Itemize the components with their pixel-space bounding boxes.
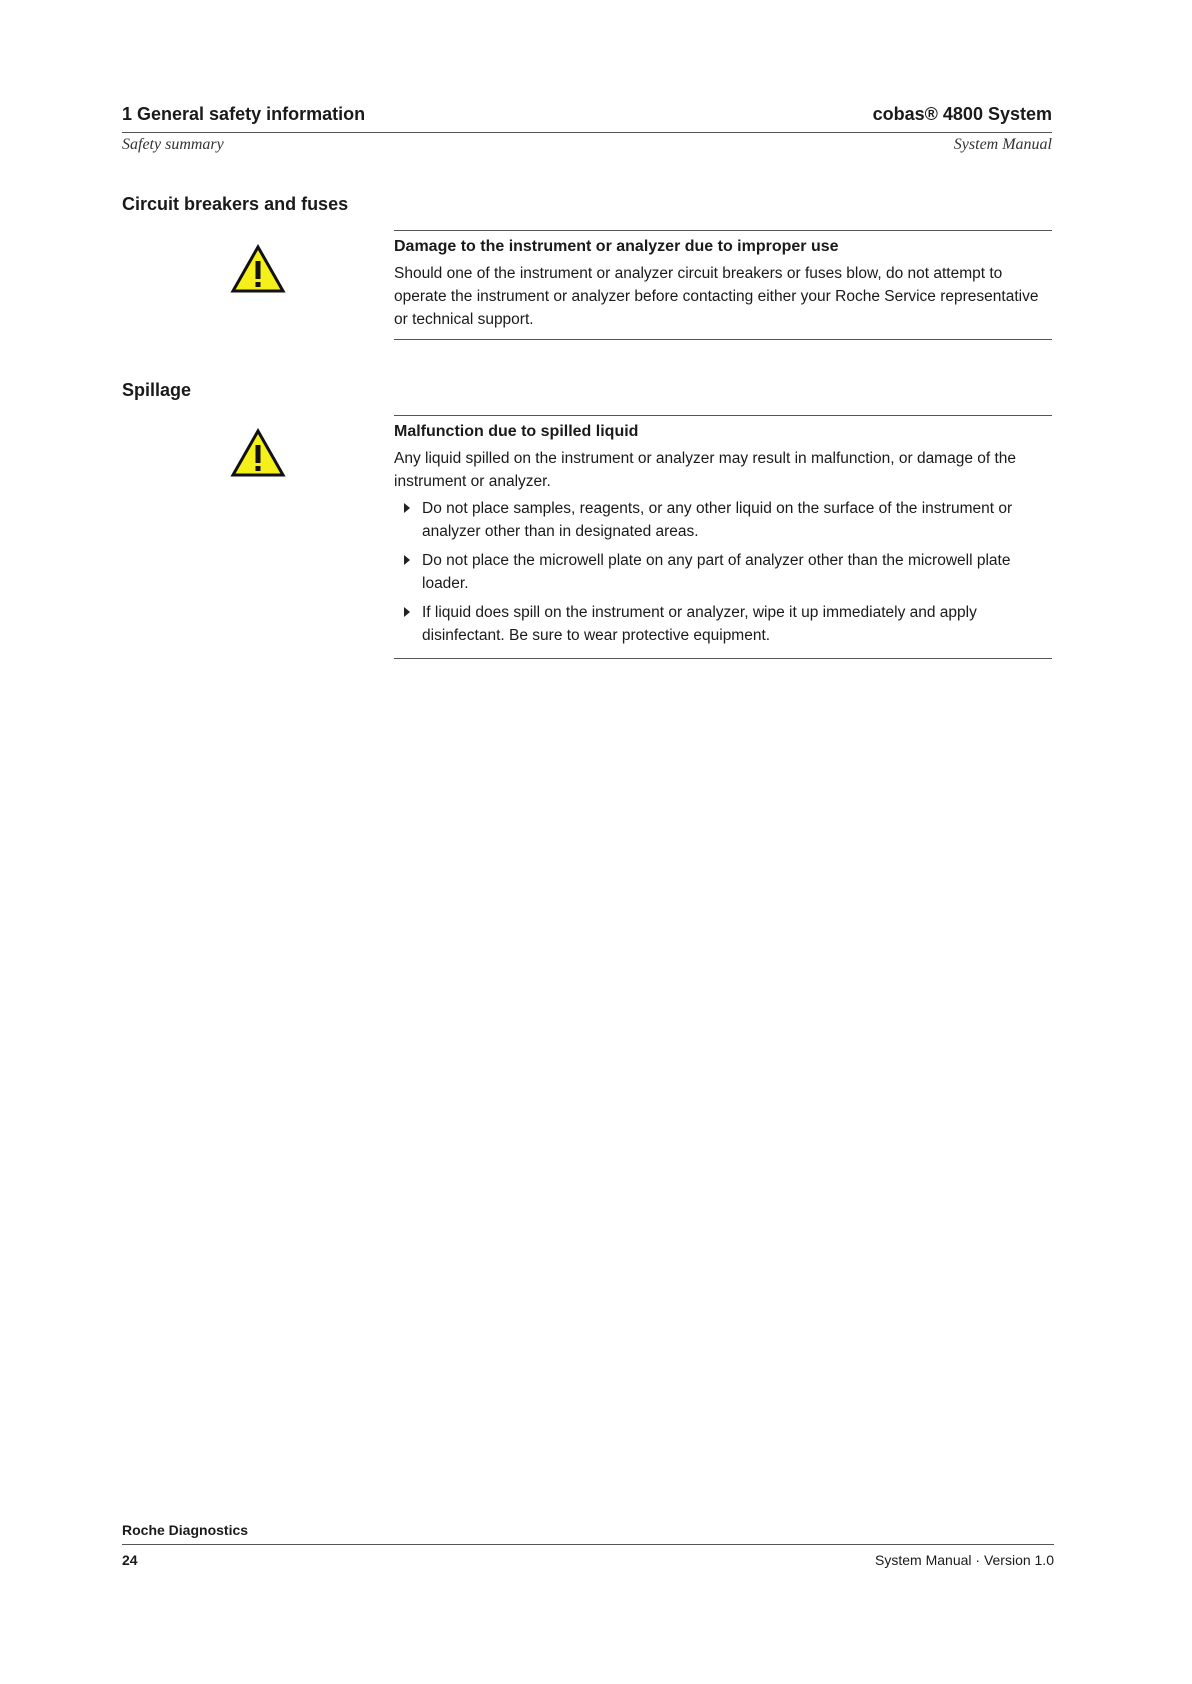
warning-triangle-icon [230, 428, 286, 478]
list-item [394, 601, 1052, 647]
document-version: System Manual · Version 1.0 [875, 1552, 1054, 1568]
footer-divider [122, 1544, 1054, 1545]
safety-message-improper-use [394, 230, 1052, 340]
message-text: Should one of the instrument or analyzer circuit breakers or fuses blow, do not attempt to operate the instrument or analyzer before contacting either your Roche Service representative or technical support. [394, 265, 1039, 328]
arrow-bullet-icon [404, 555, 410, 565]
page-number: 24 [122, 1552, 138, 1568]
header-divider [122, 132, 1052, 133]
list-item-text: Do not place samples, reagents, or any other liquid on the surface of the instrument or analyzer other than in designated areas. [422, 500, 1013, 540]
warning-triangle-icon [230, 244, 286, 294]
message-title: Damage to the instrument or analyzer due to improper use [394, 238, 839, 255]
list-item [394, 549, 1052, 595]
product-name: cobas® 4800 System [872, 104, 1052, 124]
arrow-bullet-icon [404, 503, 410, 513]
section-heading-circuit-breakers: Circuit breakers and fuses [122, 194, 349, 214]
precaution-list [394, 497, 1052, 647]
footer-company: Roche Diagnostics [122, 1522, 249, 1538]
message-title: Malfunction due to spilled liquid [394, 423, 639, 440]
section-subtitle: Safety summary [122, 136, 224, 153]
message-text: Any liquid spilled on the instrument or analyzer may result in malfunction, or damage of the instrument or analyzer. [394, 450, 1017, 490]
manual-subtitle: System Manual [953, 136, 1052, 153]
list-item-text: If liquid does spill on the instrument or analyzer, wipe it up immediately and apply disinfectant. Be sure to wear protective equipment. [422, 604, 977, 644]
chapter-title: 1 General safety information [122, 104, 366, 124]
arrow-bullet-icon [404, 607, 410, 617]
list-item [394, 497, 1052, 543]
list-item-text: Do not place the microwell plate on any part of analyzer other than the microwell plate loader. [422, 552, 1011, 592]
section-heading-spillage: Spillage [122, 380, 192, 400]
safety-message-spilled-liquid [394, 415, 1052, 659]
